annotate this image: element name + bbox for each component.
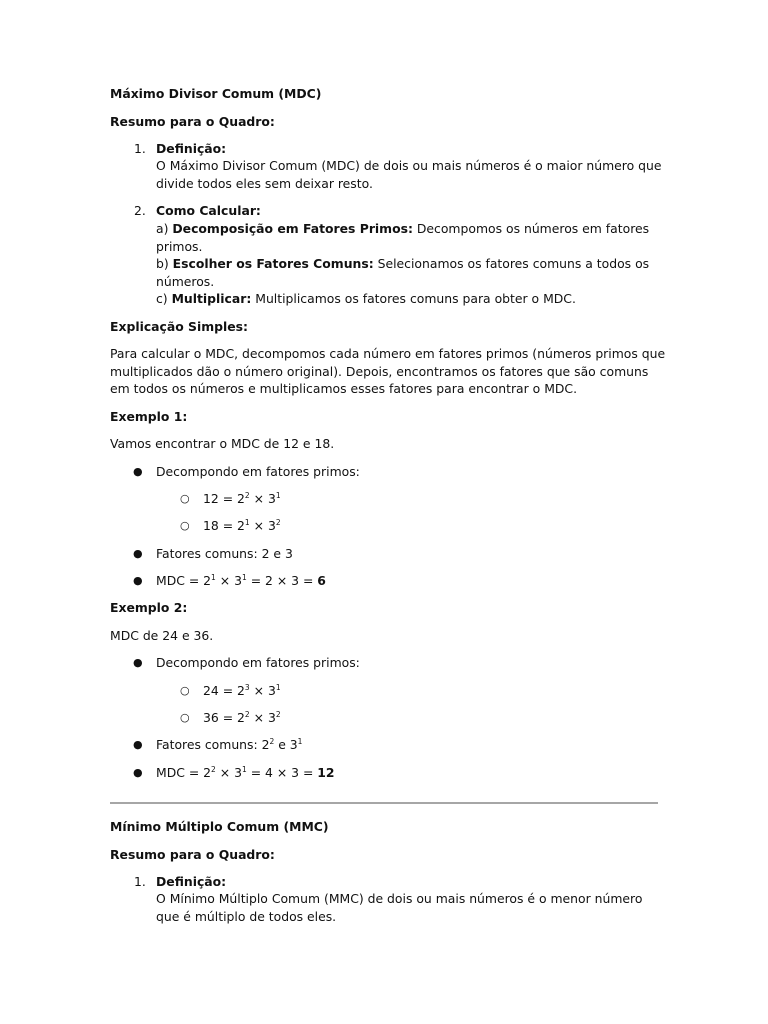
calc-label: Como Calcular:	[156, 203, 261, 218]
factorization	[203, 490, 281, 508]
mmc-title: Mínimo Múltiplo Comum (MMC)	[110, 819, 329, 834]
exponent: 1	[244, 518, 250, 527]
factorization	[203, 682, 281, 700]
exponent: 2	[244, 710, 250, 719]
exponent: 1	[297, 737, 303, 746]
step-text: Selecionamos os fatores comuns a todos os	[373, 256, 650, 271]
expr-part: 18 = 2	[203, 518, 245, 533]
simple-explanation-heading: Explicação Simples:	[110, 319, 248, 334]
expr-part: × 3	[249, 491, 276, 506]
list-number: 2.	[134, 203, 146, 218]
factorization	[203, 709, 281, 727]
example1-intro: Vamos encontrar o MDC de 12 e 18.	[110, 436, 335, 451]
expr-part: = 4 × 3 =	[246, 765, 318, 780]
list-item-text: Fatores comuns: 2 e 3	[156, 546, 293, 561]
expr-part: × 3	[249, 710, 276, 725]
expr-part: 24 = 2	[203, 683, 245, 698]
horizontal-divider	[110, 802, 658, 804]
definition-label: Definição:	[156, 874, 227, 889]
definition-label: Definição:	[156, 141, 227, 156]
result-answer: 12	[317, 765, 335, 780]
exponent: 2	[269, 737, 275, 746]
step-text: números.	[156, 274, 215, 289]
step-prefix: a)	[156, 221, 173, 236]
mmc-summary-heading: Resumo para o Quadro:	[110, 847, 275, 862]
list-number: 1.	[134, 874, 146, 889]
exponent: 2	[244, 491, 250, 500]
exponent: 1	[241, 573, 247, 582]
bullet-icon: ●	[133, 656, 143, 669]
expr-part: × 3	[249, 518, 276, 533]
step-text: Decompomos os números em fatores	[412, 221, 650, 236]
circle-bullet-icon: ○	[180, 519, 190, 532]
list-number: 1.	[134, 141, 146, 156]
list-item-text: Decompondo em fatores primos:	[156, 464, 360, 479]
exponent: 1	[275, 683, 281, 692]
definition-text: que é múltiplo de todos eles.	[156, 909, 337, 924]
bullet-icon: ●	[133, 547, 143, 560]
definition-text: divide todos eles sem deixar resto.	[156, 176, 373, 191]
circle-bullet-icon: ○	[180, 492, 190, 505]
exponent: 1	[275, 491, 281, 500]
expr-part: e 3	[274, 737, 298, 752]
exponent: 1	[241, 765, 247, 774]
expr-part: × 3	[215, 573, 242, 588]
definition-text: O Mínimo Múltiplo Comum (MMC) de dois ou mais números é o menor número	[156, 891, 643, 906]
expr-part: = 2 × 3 =	[246, 573, 318, 588]
paragraph-line: Para calcular o MDC, decompomos cada número em fatores primos (números primos que	[110, 346, 666, 361]
exponent: 2	[211, 765, 216, 774]
step-label: Decomposição em Fatores Primos:	[172, 221, 413, 236]
exponent: 2	[275, 518, 281, 527]
bullet-icon: ●	[133, 574, 143, 587]
expr-part: 36 = 2	[203, 710, 245, 725]
expr-part: 12 = 2	[203, 491, 245, 506]
circle-bullet-icon: ○	[180, 684, 190, 697]
step-text: Multiplicamos os fatores comuns para obter o MDC.	[251, 291, 576, 306]
bullet-icon: ●	[133, 465, 143, 478]
step-text: primos.	[156, 239, 203, 254]
result-expression	[156, 572, 326, 590]
exponent: 1	[211, 573, 216, 582]
expr-part: Fatores comuns: 2	[156, 737, 270, 752]
expr-part: × 3	[215, 765, 242, 780]
exponent: 2	[275, 710, 281, 719]
result-expression	[156, 764, 335, 782]
expr-part: × 3	[249, 683, 276, 698]
step-prefix: c)	[156, 291, 172, 306]
example1-heading: Exemplo 1:	[110, 409, 188, 424]
definition-text: O Máximo Divisor Comum (MDC) de dois ou mais números é o maior número que	[156, 158, 662, 173]
step-label: Multiplicar:	[171, 291, 252, 306]
example2-heading: Exemplo 2:	[110, 600, 188, 615]
exponent: 3	[244, 683, 250, 692]
mdc-title: Máximo Divisor Comum (MDC)	[110, 86, 322, 101]
expr-part: MDC = 2	[156, 573, 212, 588]
expr-part: MDC = 2	[156, 765, 212, 780]
bullet-icon: ●	[133, 738, 143, 751]
step-label: Escolher os Fatores Comuns:	[172, 256, 374, 271]
list-item-text: Decompondo em fatores primos:	[156, 655, 360, 670]
result-answer: 6	[317, 573, 326, 588]
example2-intro: MDC de 24 e 36.	[110, 628, 214, 643]
common-factors	[156, 736, 302, 754]
paragraph-line: em todos os números e multiplicamos esses fatores para encontrar o MDC.	[110, 381, 578, 396]
factorization	[203, 517, 281, 535]
mdc-summary-heading: Resumo para o Quadro:	[110, 114, 275, 129]
bullet-icon: ●	[133, 766, 143, 779]
step-prefix: b)	[156, 256, 173, 271]
paragraph-line: multiplicados dão o número original). Depois, encontramos os fatores que são comuns	[110, 364, 649, 379]
circle-bullet-icon: ○	[180, 711, 190, 724]
